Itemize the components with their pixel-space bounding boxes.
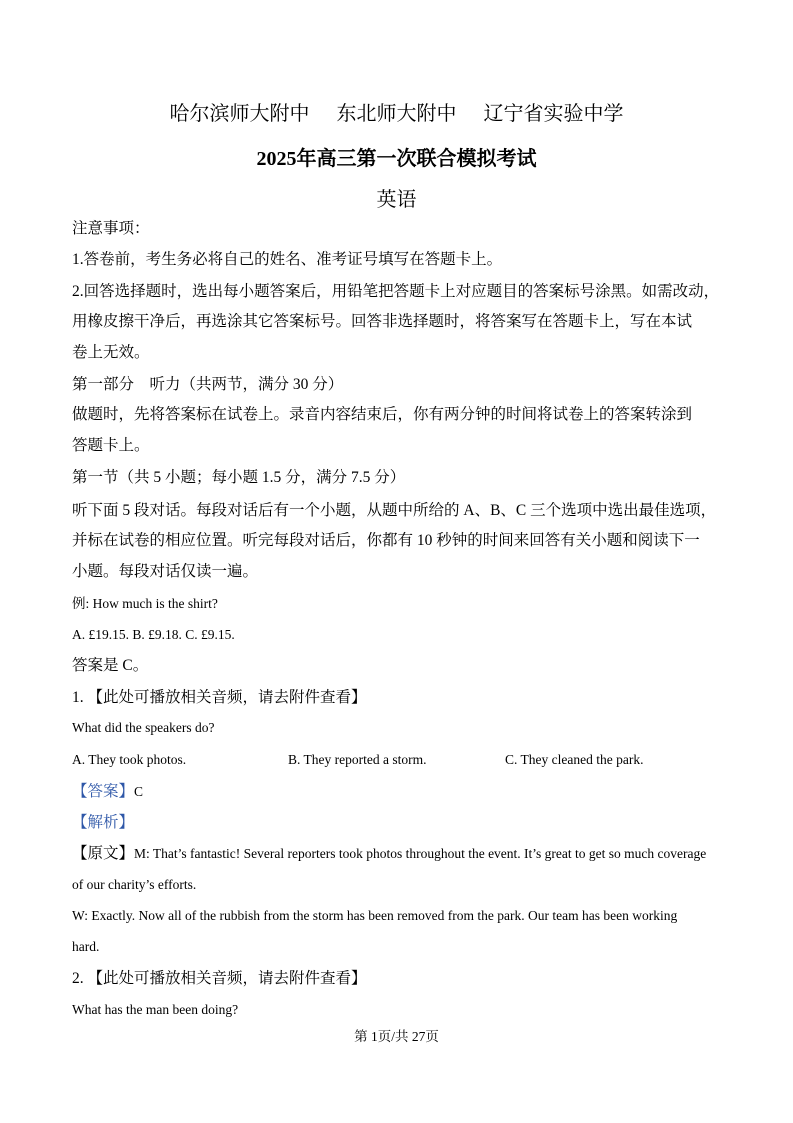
question-number: 1. bbox=[72, 689, 84, 706]
transcript-w-line-1: W: Exactly. Now all of the rubbish from the storm has been removed from the park. Our team has been working bbox=[72, 908, 678, 923]
section1-heading: 第一节（共 5 小题；每小题 1.5 分，满分 7.5 分） bbox=[72, 469, 406, 486]
analysis-tag: 【解析】 bbox=[72, 814, 135, 831]
answer-tag: 【答案】 bbox=[72, 783, 135, 800]
transcript-m-line-1 bbox=[72, 846, 706, 862]
transcript-w-line-2: hard. bbox=[72, 939, 100, 954]
example-options: A. £19.15. B. £9.18. C. £9.15. bbox=[72, 627, 235, 642]
question-2-text: What has the man been doing? bbox=[72, 1002, 239, 1017]
option-a: A. They took photos. bbox=[72, 752, 187, 767]
notice-item-1: 1.答卷前，考生务必将自己的姓名、准考证号填写在答题卡上。 bbox=[72, 251, 503, 268]
option-b: B. They reported a storm. bbox=[288, 752, 427, 767]
section1-instructions-line-2: 并标在试卷的相应位置。听完每段对话后，你都有 10 秒钟的时间来回答有关小题和阅读下一 bbox=[72, 532, 700, 549]
part1-instructions-line-1: 做题时，先将答案标在试卷上。录音内容结束后，你有两分钟的时间将试卷上的答案转涂到 bbox=[72, 406, 693, 423]
school-names bbox=[0, 97, 793, 126]
answer-line bbox=[72, 784, 143, 800]
subject-title: 英语 bbox=[376, 189, 417, 211]
section1-instructions-line-3: 小题。每段对话仅读一遍。 bbox=[72, 563, 259, 580]
page-footer: 第 1页/共 27页 bbox=[354, 1029, 439, 1044]
transcript-text: M: That’s fantastic! Several reporters took photos throughout the event. It’s great to get so much coverage bbox=[134, 846, 707, 861]
school-name: 辽宁省实验中学 bbox=[483, 103, 624, 125]
question-number: 2. bbox=[72, 970, 84, 987]
audio-note: 【此处可播放相关音频，请去附件查看】 bbox=[87, 970, 367, 987]
part1-heading: 第一部分 听力（共两节，满分 30 分） bbox=[72, 376, 344, 393]
school-name: 哈尔滨师大附中 bbox=[169, 103, 310, 125]
transcript-m-line-2: of our charity’s efforts. bbox=[72, 877, 197, 892]
part1-instructions-line-2: 答题卡上。 bbox=[72, 437, 150, 454]
question-2-header bbox=[72, 971, 367, 987]
notice-heading: 注意事项： bbox=[72, 220, 150, 237]
example-question: 例: How much is the shirt? bbox=[72, 596, 218, 611]
notice-item-2-line-2: 用橡皮擦干净后，再选涂其它答案标号。回答非选择题时，将答案写在答题卡上，写在本试 bbox=[72, 313, 693, 330]
example-answer: 答案是 C。 bbox=[72, 657, 149, 674]
notice-item-2-line-1: 2.回答选择题时，选出每小题答案后，用铅笔把答题卡上对应题目的答案标号涂黑。如需改动， bbox=[72, 283, 720, 300]
question-1-text: What did the speakers do? bbox=[72, 720, 215, 735]
answer-value: C bbox=[134, 784, 144, 799]
notice-item-2-line-3: 卷上无效。 bbox=[72, 344, 150, 361]
exam-title: 2025年高三第一次联合模拟考试 bbox=[256, 148, 537, 170]
transcript-tag: 【原文】 bbox=[72, 845, 135, 862]
school-name: 东北师大附中 bbox=[336, 103, 457, 125]
section1-instructions-line-1: 听下面 5 段对话。每段对话后有一个小题，从题中所给的 A、B、C 三个选项中选出最佳选项， bbox=[72, 502, 717, 519]
audio-note: 【此处可播放相关音频，请去附件查看】 bbox=[87, 689, 367, 706]
option-c: C. They cleaned the park. bbox=[505, 752, 644, 767]
question-1-header bbox=[72, 690, 367, 706]
